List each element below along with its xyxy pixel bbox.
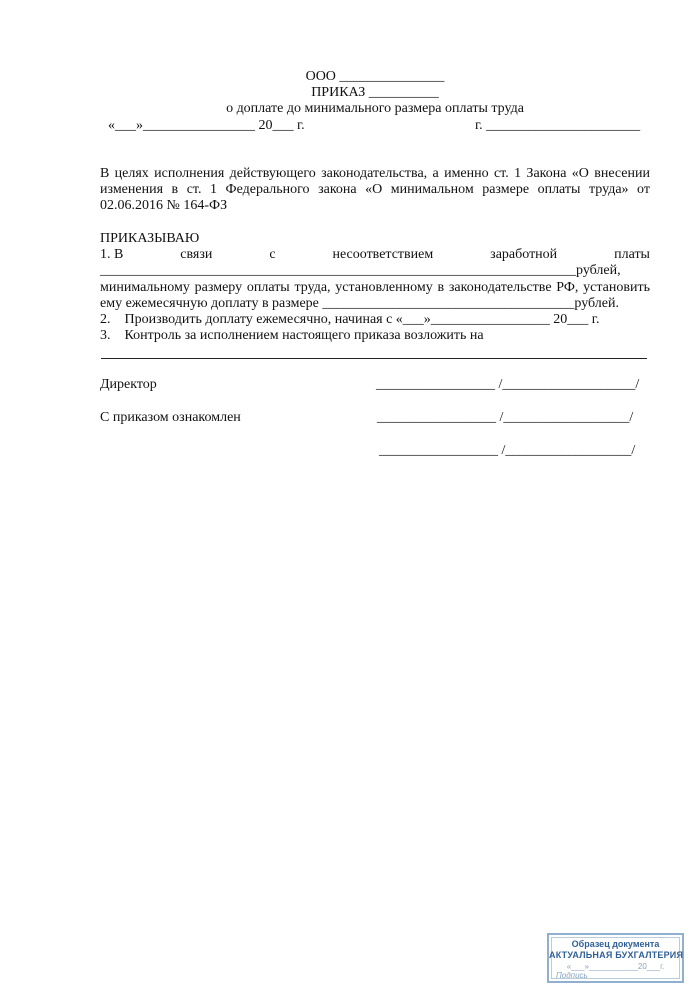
item-3: 3. Контроль за исполнением настоящего приказа возложить на: [100, 328, 484, 343]
acquainted-signature-line: _________________ /__________________/: [377, 410, 634, 425]
item-1-word: с: [269, 247, 276, 262]
stamp-title: Образец документа: [571, 939, 660, 949]
item-1-word: 1. В: [100, 247, 124, 262]
extra-signature-line: _________________ /__________________/: [379, 443, 636, 458]
item-1-word: заработной: [490, 247, 558, 262]
stamp-sign-label: Подпись: [556, 971, 588, 980]
item-1-word: связи: [180, 247, 213, 262]
item-1-line-3: минимальному размеру оплаты труда, установленному в законодательстве РФ, установить: [100, 280, 650, 295]
order-date-line: «___»________________ 20___ г.: [108, 118, 305, 133]
order-city-line: г. ______________________: [475, 118, 641, 133]
acquainted-label: С приказом ознакомлен: [100, 410, 241, 425]
stamp-brand: АКТУАЛЬНАЯ БУХГАЛТЕРИЯ: [549, 950, 684, 960]
order-heading: ПРИКАЗЫВАЮ: [100, 231, 200, 246]
item-1-line-4: ему ежемесячную доплату в размере ____________________________________рублей.: [100, 296, 619, 311]
item-1-first-line: [100, 247, 650, 263]
item-1-line-2: ____________________________________________________________________рублей,: [100, 263, 621, 278]
director-label: Директор: [100, 377, 157, 392]
preamble-line-2: изменения в ст. 1 Федерального закона «О минимальном размере оплаты труда» от: [100, 182, 650, 197]
director-signature-line: _________________ /___________________/: [376, 377, 640, 392]
stamp-date-line: «___»___________20___г.: [566, 962, 665, 971]
preamble-line-3: 02.06.2016 № 164-ФЗ: [100, 198, 228, 213]
item-2: 2. Производить доплату ежемесячно, начиная с «___»_________________ 20___ г.: [100, 312, 600, 327]
company-line: ООО _______________: [305, 69, 445, 84]
item-3-fill-line: [101, 358, 647, 359]
order-title: ПРИКАЗ __________: [311, 85, 439, 100]
order-subject: о доплате до минимального размера оплаты труда: [226, 101, 524, 116]
preamble-line-1: В целях исполнения действующего законодательства, а именно ст. 1 Закона «О внесении: [100, 166, 650, 181]
item-1-word: платы: [614, 247, 650, 262]
item-1-word: несоответствием: [332, 247, 434, 262]
sample-document-stamp: [547, 933, 684, 983]
